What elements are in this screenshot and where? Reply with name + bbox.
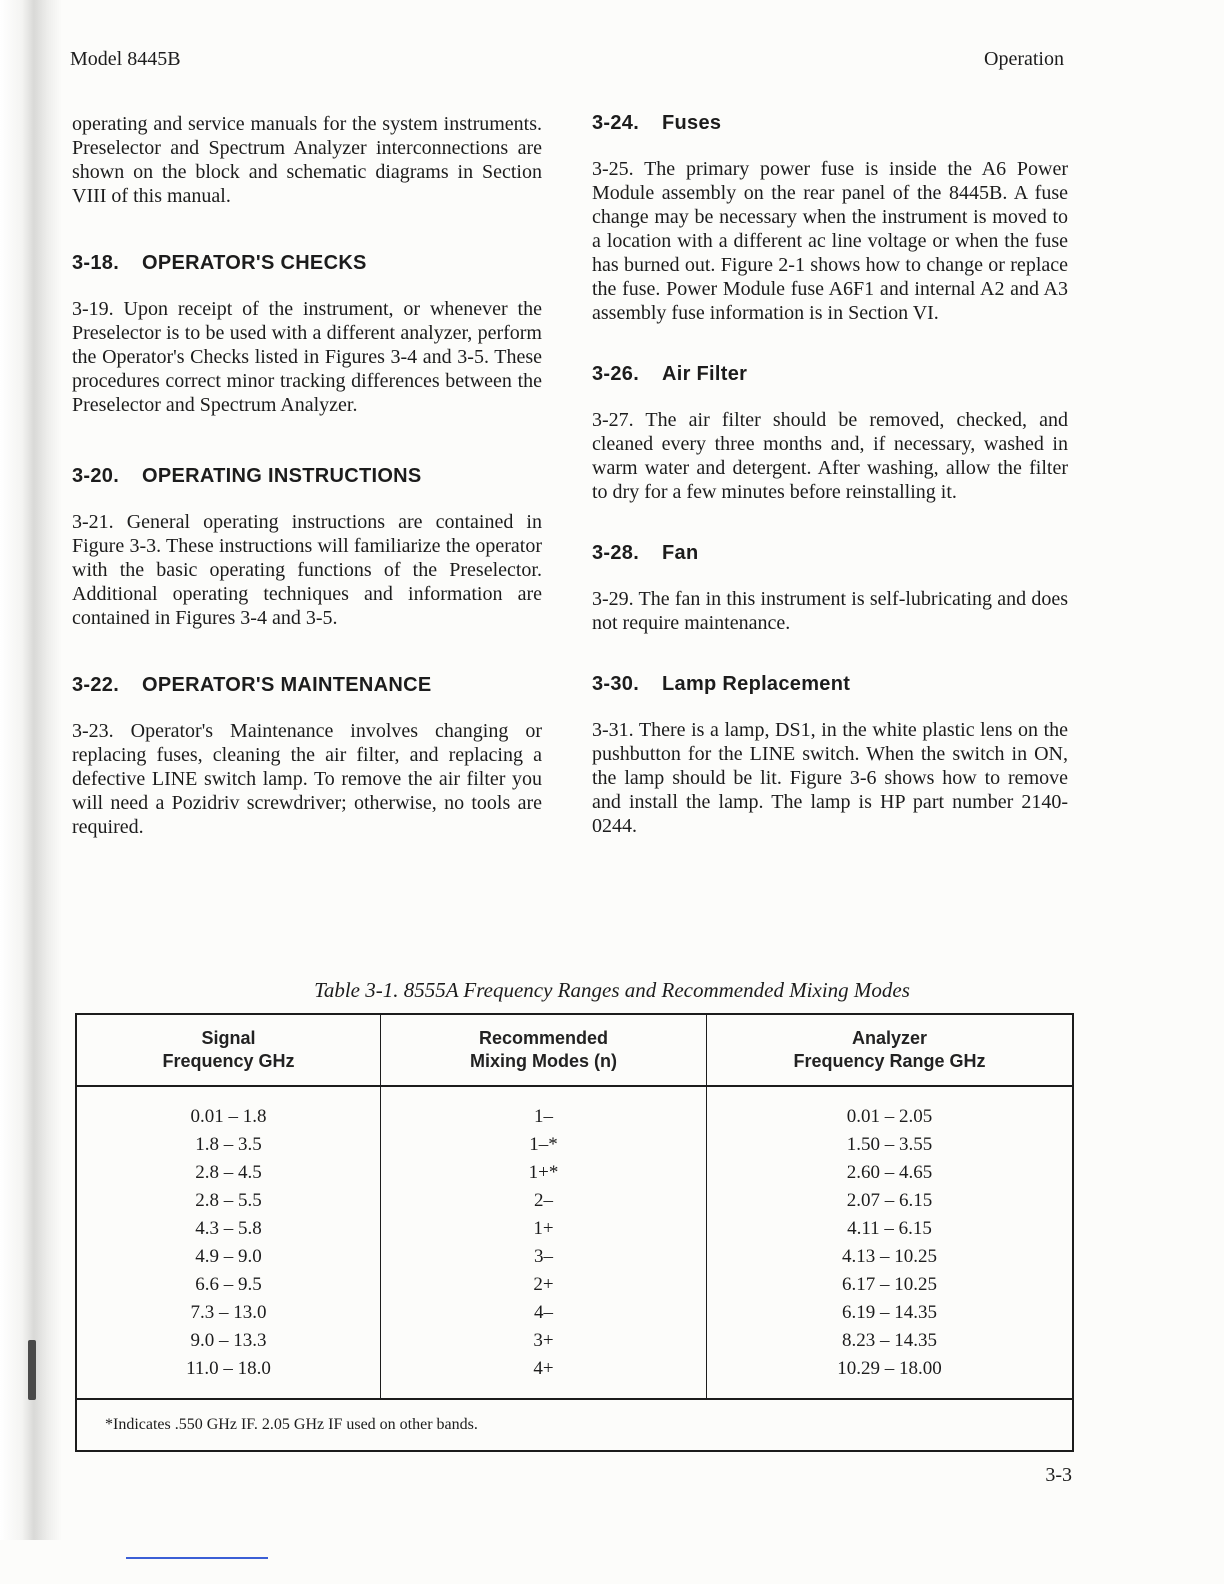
binding-mark	[28, 1340, 36, 1400]
table-cell: 1+*	[528, 1162, 559, 1183]
section-number: 3-26.	[592, 363, 640, 385]
header-model: Model 8445B	[70, 48, 181, 70]
table-cell: 6.17 – 10.25	[842, 1274, 937, 1295]
section-title: OPERATOR'S CHECKS	[142, 252, 367, 274]
table-cell: 4.13 – 10.25	[842, 1246, 937, 1267]
section-number: 3-22.	[72, 674, 120, 696]
header-line: Frequency GHz	[162, 1051, 295, 1071]
table-cell: 6.19 – 14.35	[842, 1302, 937, 1323]
section-heading-3-18	[72, 252, 542, 275]
section-title: Lamp Replacement	[662, 673, 851, 695]
section-heading-3-30	[592, 673, 1068, 696]
table-cell: 10.29 – 18.00	[837, 1358, 942, 1379]
table-cell: 2–	[534, 1190, 553, 1211]
table-cell: 1.50 – 3.55	[846, 1134, 933, 1155]
paragraph-3-23: 3-23. Operator's Maintenance involves changing or replacing fuses, cleaning the air filter, and replacing a defective LINE switch lamp. To remove the air filter you will need a Pozidriv screwdriver; otherwise, no tools are required.	[72, 720, 542, 838]
header-line: Recommended	[478, 1028, 609, 1048]
table-cell: 1+	[533, 1218, 554, 1239]
paragraph-3-21: 3-21. General operating instructions are contained in Figure 3-3. These instructions will familiarize the operator with the basic operating functions of the Preselector. Additional operating techniques and information are contained in Figures 3-4 and 3-5.	[72, 511, 542, 629]
section-title: Air Filter	[662, 363, 748, 385]
section-number: 3-28.	[592, 542, 640, 564]
table-cell: 2+	[533, 1274, 554, 1295]
table-cell: 2.8 – 5.5	[195, 1190, 262, 1211]
section-heading-3-26	[592, 363, 1068, 386]
table-cell: 8.23 – 14.35	[842, 1330, 937, 1351]
table-footnote: *Indicates .550 GHz IF. 2.05 GHz IF used on other bands.	[76, 1399, 1073, 1451]
header-line: Analyzer	[851, 1028, 928, 1048]
header-line: Mixing Modes (n)	[470, 1051, 617, 1071]
table-cell: 9.0 – 13.3	[190, 1330, 267, 1351]
table-cell: 4+	[533, 1358, 554, 1379]
paragraph-3-27: 3-27. The air filter should be removed, checked, and cleaned every three months and, if necessary, washed in warm water and detergent. After washing, allow the filter to dry for a few minutes before reinstalling it.	[592, 409, 1068, 503]
paragraph-3-25: 3-25. The primary power fuse is inside the A6 Power Module assembly on the rear panel of the 8445B. A fuse change may be necessary when the instrument is moved to a location with a different ac line voltage or when the fuse has burned out. Figure 2-1 shows how to change or replace the fuse. Power Module fuse A6F1 and internal A2 and A3 assembly fuse information is in Section VI.	[592, 158, 1068, 324]
section-title: Fan	[662, 542, 699, 564]
header-signal	[76, 1014, 381, 1086]
table-cell: 1.8 – 3.5	[195, 1134, 262, 1155]
section-number: 3-30.	[592, 673, 640, 695]
page-number: 3-3	[1045, 1464, 1072, 1486]
intro-paragraph: operating and service manuals for the system instruments. Preselector and Spectrum Analyzer interconnections are shown on the block and schematic diagrams in Section VIII of this manual.	[72, 113, 542, 207]
table-cell: 4.3 – 5.8	[195, 1218, 262, 1239]
page-binding-shadow	[0, 0, 62, 1540]
table-cell: 0.01 – 1.8	[190, 1106, 267, 1127]
section-number: 3-18.	[72, 252, 120, 274]
edge-blue-line	[126, 1557, 268, 1559]
right-column	[592, 112, 1068, 856]
mixing-modes-column	[381, 1086, 707, 1399]
table-cell: 4.9 – 9.0	[195, 1246, 262, 1267]
signal-frequency-column	[76, 1086, 381, 1399]
section-title: Fuses	[662, 112, 722, 134]
table-cell: 4.11 – 6.15	[847, 1218, 932, 1239]
section-number: 3-20.	[72, 465, 120, 487]
section-heading-3-24	[592, 112, 1068, 135]
section-heading-3-28	[592, 542, 1068, 565]
paragraph-3-29: 3-29. The fan in this instrument is self-lubricating and does not require maintenance.	[592, 588, 1068, 634]
paragraph-3-31: 3-31. There is a lamp, DS1, in the white plastic lens on the pushbutton for the LINE switch. When the switch in ON, the lamp should be lit. Figure 3-6 shows how to remove and install the lamp. The lamp is HP part number 2140-0244.	[592, 719, 1068, 837]
header-line: Signal	[201, 1028, 256, 1048]
analyzer-range-column	[707, 1086, 1074, 1399]
table-cell: 1–	[534, 1106, 553, 1127]
table-cell: 3–	[534, 1246, 553, 1267]
section-title: OPERATING INSTRUCTIONS	[142, 465, 422, 487]
table-cell: 2.60 – 4.65	[846, 1162, 933, 1183]
table-cell: 6.6 – 9.5	[195, 1274, 262, 1295]
table-cell: 3+	[533, 1330, 554, 1351]
header-modes	[381, 1014, 707, 1086]
table-cell: 2.8 – 4.5	[195, 1162, 262, 1183]
frequency-table	[75, 1013, 1074, 1452]
table-cell: 7.3 – 13.0	[190, 1302, 267, 1323]
header-line: Frequency Range GHz	[793, 1051, 986, 1071]
table-caption: Table 3-1. 8555A Frequency Ranges and Recommended Mixing Modes	[314, 978, 910, 1002]
table-cell: 11.0 – 18.0	[186, 1358, 271, 1379]
table-cell: 4–	[534, 1302, 553, 1323]
paragraph-3-19: 3-19. Upon receipt of the instrument, or whenever the Preselector is to be used with a different analyzer, perform the Operator's Checks listed in Figures 3-4 and 3-5. These procedures correct minor tracking differences between the Preselector and Spectrum Analyzer.	[72, 298, 542, 416]
table-cell: 2.07 – 6.15	[846, 1190, 933, 1211]
header-section: Operation	[984, 48, 1064, 70]
section-heading-3-22	[72, 674, 542, 697]
table-cell: 1–*	[529, 1134, 558, 1155]
section-title: OPERATOR'S MAINTENANCE	[142, 674, 432, 696]
section-heading-3-20	[72, 465, 542, 488]
table-cell: 0.01 – 2.05	[846, 1106, 933, 1127]
header-analyzer	[707, 1014, 1074, 1086]
left-column	[72, 112, 542, 857]
section-number: 3-24.	[592, 112, 640, 134]
